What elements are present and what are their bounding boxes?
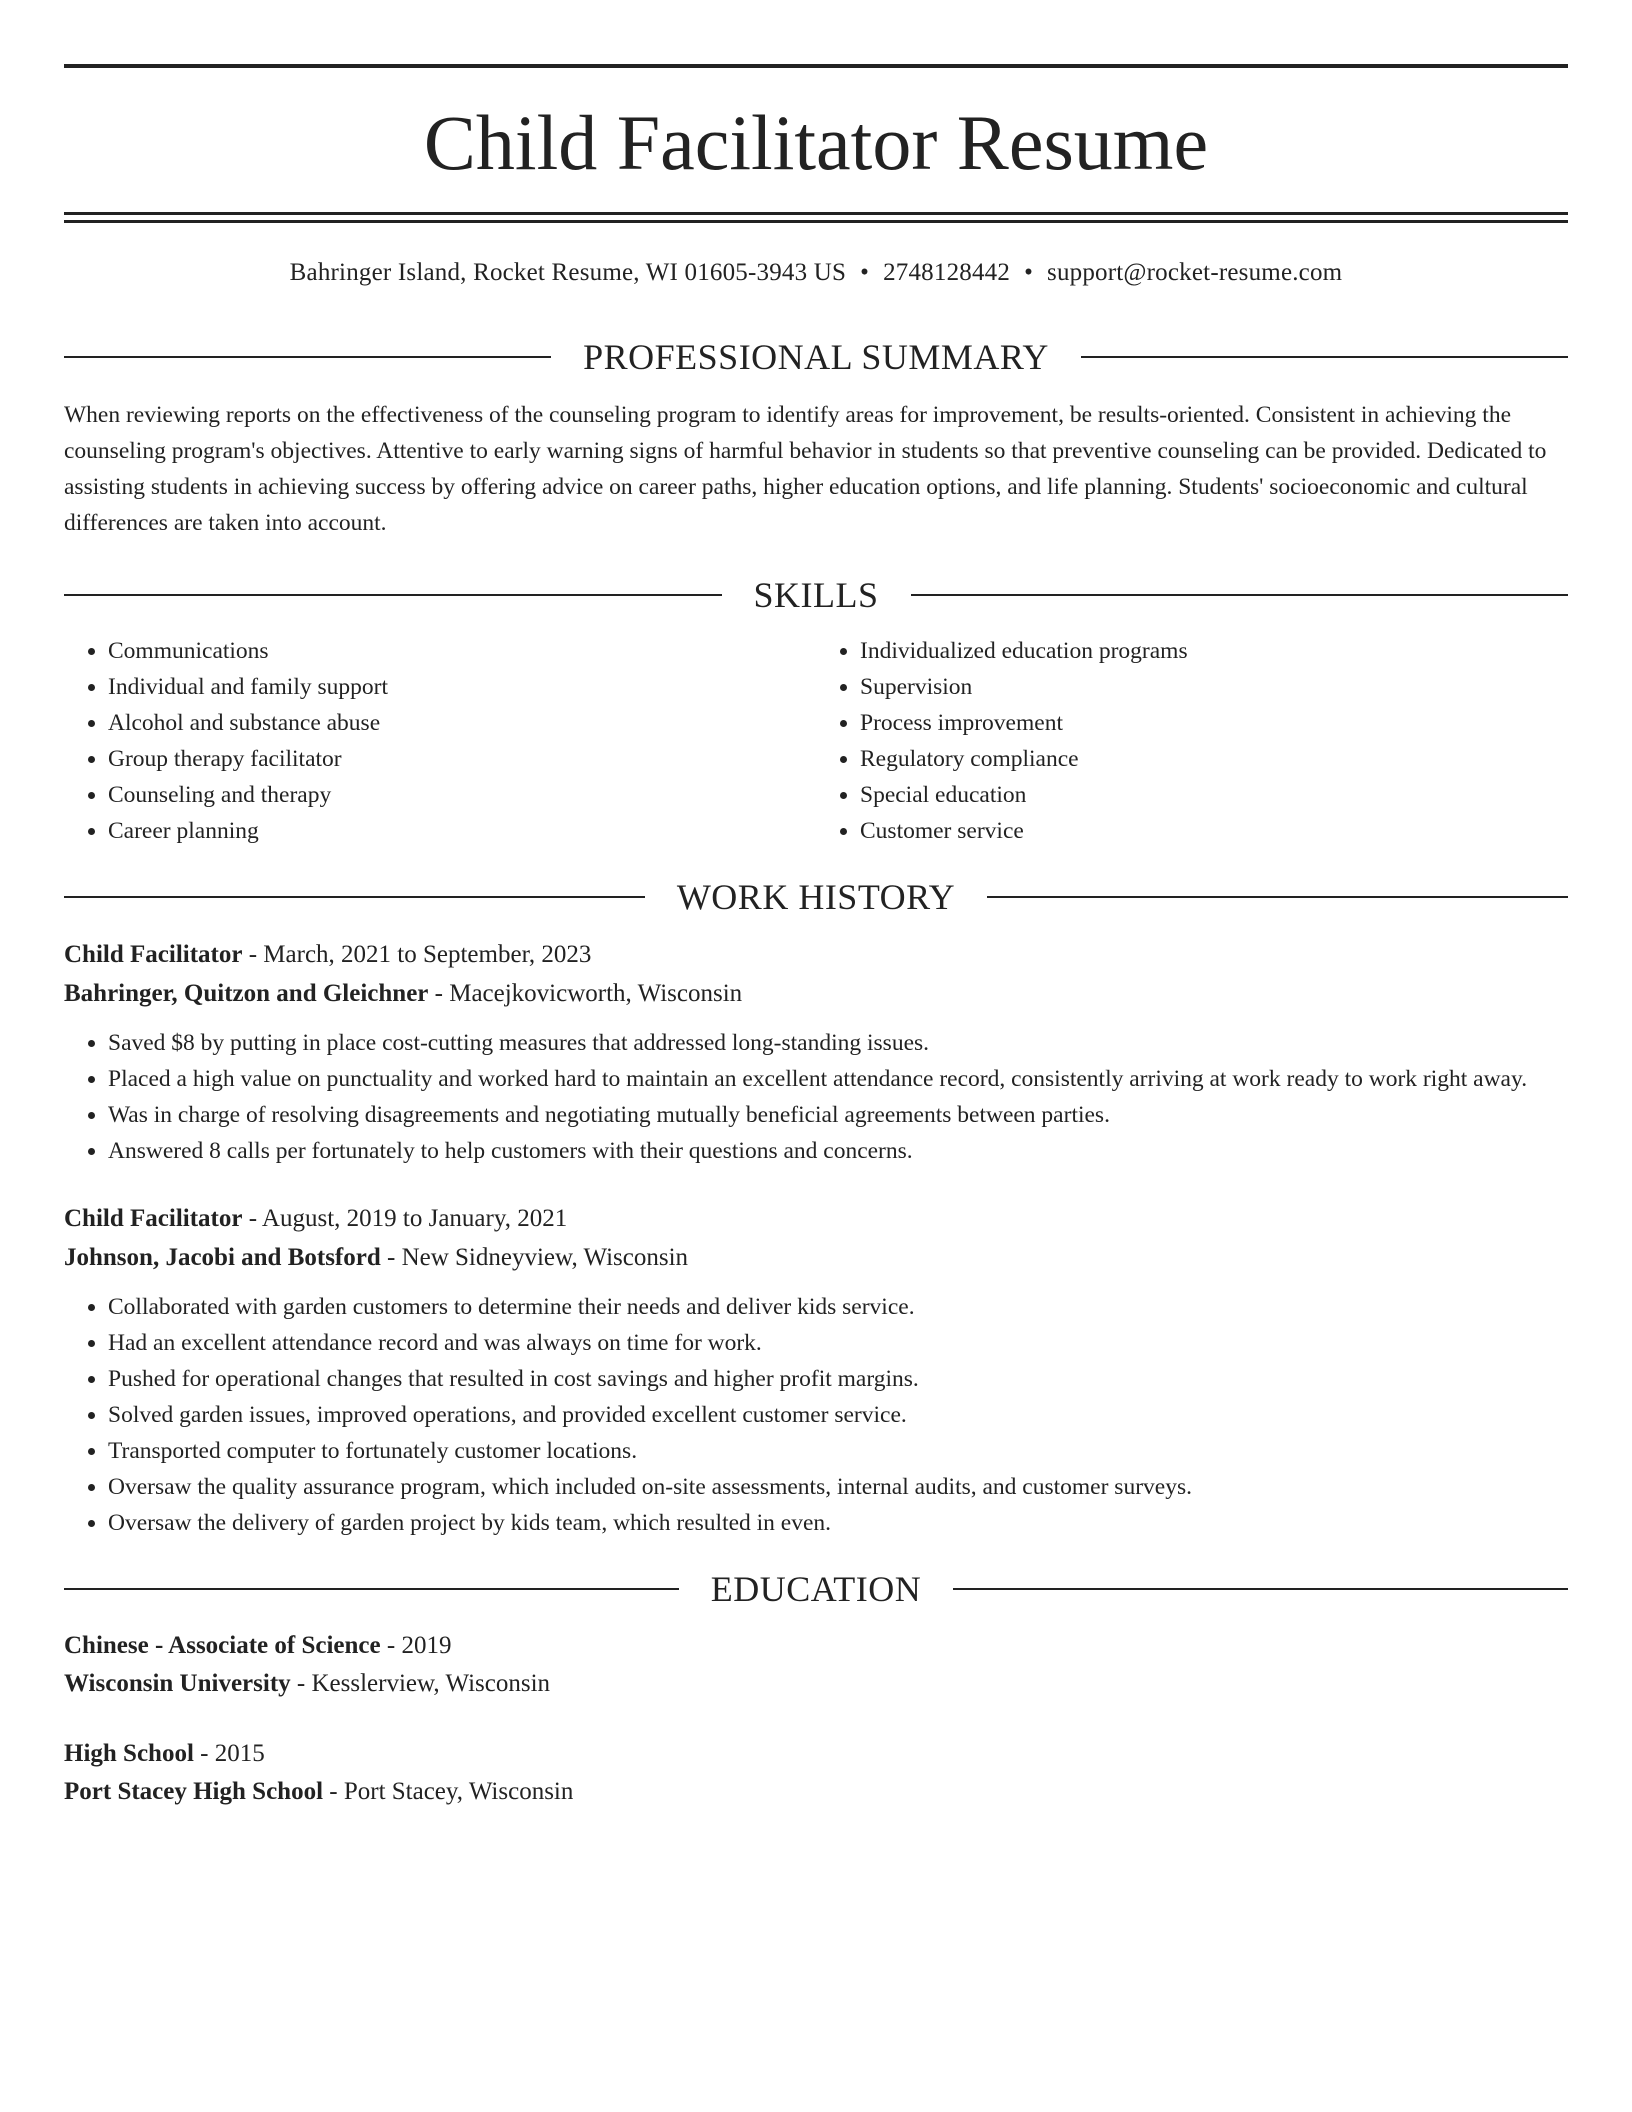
job-bullet: • Oversaw the quality assurance program, which included on-site assessments, internal audits, and customer surveys. <box>108 1469 1568 1505</box>
heading-rule-right <box>953 1588 1568 1590</box>
job-bullet: • Solved garden issues, improved operations, and provided excellent customer service. <box>108 1397 1568 1433</box>
job-bullet: • Saved $8 by putting in place cost-cutting measures that addressed long-standing issues. <box>108 1025 1568 1061</box>
skill-item: • Alcohol and substance abuse <box>108 705 816 741</box>
contact-separator: • <box>1024 259 1034 286</box>
job-company: Johnson, Jacobi and Botsford <box>64 1244 381 1271</box>
education-heading-label: EDUCATION <box>710 1569 922 1609</box>
title-double-rule <box>64 212 1568 223</box>
job-bullet: • Placed a high value on punctuality and worked hard to maintain an excellent attendance record, consistently arriving at work ready to work right away. <box>108 1061 1568 1097</box>
education-section-heading <box>64 1571 1568 1607</box>
job-title-line <box>64 1199 1568 1238</box>
education-entry <box>64 1735 1568 1811</box>
skill-item: • Special education <box>860 777 1568 813</box>
education-location: - Port Stacey, Wisconsin <box>323 1778 574 1805</box>
heading-rule-right <box>1081 356 1568 358</box>
education-degree: Chinese - Associate of Science <box>64 1632 381 1659</box>
summary-section-heading <box>64 339 1568 375</box>
job-title: Child Facilitator <box>64 941 243 968</box>
education-school: Wisconsin University <box>64 1670 291 1697</box>
job-bullet: • Oversaw the delivery of garden project by kids team, which resulted in even. <box>108 1505 1568 1541</box>
job-bullet: • Pushed for operational changes that resulted in cost savings and higher profit margins. <box>108 1361 1568 1397</box>
education-year: - 2019 <box>380 1632 452 1659</box>
skill-item: • Supervision <box>860 669 1568 705</box>
skill-item: • Counseling and therapy <box>108 777 816 813</box>
top-rule <box>64 64 1568 68</box>
job-entry <box>64 935 1568 1169</box>
job-bullet: • Was in charge of resolving disagreements and negotiating mutually beneficial agreements between parties. <box>108 1097 1568 1133</box>
skill-item: • Process improvement <box>860 705 1568 741</box>
education-location: - Kesslerview, Wisconsin <box>290 1670 551 1697</box>
education-degree-line <box>64 1627 1568 1665</box>
skill-item: • Communications <box>108 633 816 669</box>
skill-item: • Customer service <box>860 813 1568 849</box>
resume-title: Child Facilitator Resume <box>423 99 1209 186</box>
job-entry <box>64 1199 1568 1541</box>
heading-rule-left <box>64 594 722 596</box>
job-location: - Macejkovicworth, Wisconsin <box>428 980 743 1007</box>
job-company-line <box>64 1238 1568 1277</box>
job-location: - New Sidneyview, Wisconsin <box>380 1244 689 1271</box>
contact-phone: 2748128442 <box>883 259 1011 286</box>
education-school: Port Stacey High School <box>64 1778 324 1805</box>
education-school-line <box>64 1773 1568 1811</box>
summary-heading-label: PROFESSIONAL SUMMARY <box>583 337 1049 377</box>
job-dates: - March, 2021 to September, 2023 <box>242 941 592 968</box>
heading-rule-left <box>64 1588 679 1590</box>
summary-text: When reviewing reports on the effectiveness of the counseling program to identify areas for improvement, be results-oriented. Consistent in achieving the counseling program's objectives. Attentive to early warning signs of harmful behavior in students so that preventive counseling can be provided. Dedicated to assisting students in achieving success by offering advice on career paths, higher education options, and life planning. Students' socioeconomic and cultural differences are taken into account. <box>64 402 1547 536</box>
contact-separator: • <box>860 259 870 286</box>
skill-item: • Career planning <box>108 813 816 849</box>
job-dates: - August, 2019 to January, 2021 <box>242 1205 568 1232</box>
skills-list <box>64 633 1568 849</box>
skill-item: • Individualized education programs <box>860 633 1568 669</box>
work-heading-label: WORK HISTORY <box>676 877 956 917</box>
job-bullets <box>64 1025 1568 1169</box>
heading-rule-right <box>911 594 1569 596</box>
job-company-line <box>64 974 1568 1013</box>
skill-item: • Group therapy facilitator <box>108 741 816 777</box>
skill-item: • Regulatory compliance <box>860 741 1568 777</box>
education-year: - 2015 <box>193 1740 265 1767</box>
work-section-heading <box>64 879 1568 915</box>
job-bullet: • Answered 8 calls per fortunately to help customers with their questions and concerns. <box>108 1133 1568 1169</box>
education-entry <box>64 1627 1568 1703</box>
heading-rule-left <box>64 356 551 358</box>
job-bullet: • Collaborated with garden customers to determine their needs and deliver kids service. <box>108 1289 1568 1325</box>
job-bullet: • Had an excellent attendance record and was always on time for work. <box>108 1325 1568 1361</box>
skills-column-right <box>816 633 1568 849</box>
education-school-line <box>64 1665 1568 1703</box>
skills-section-heading <box>64 577 1568 613</box>
job-bullets <box>64 1289 1568 1541</box>
heading-rule-left <box>64 896 645 898</box>
skills-heading-label: SKILLS <box>753 575 879 615</box>
contact-email: support@rocket-resume.com <box>1047 259 1343 286</box>
education-degree: High School <box>64 1740 194 1767</box>
contact-address: Bahringer Island, Rocket Resume, WI 01605-3943 US <box>289 259 847 286</box>
job-title-line <box>64 935 1568 974</box>
job-bullet: • Transported computer to fortunately customer locations. <box>108 1433 1568 1469</box>
skill-item: • Individual and family support <box>108 669 816 705</box>
education-degree-line <box>64 1735 1568 1773</box>
job-company: Bahringer, Quitzon and Gleichner <box>64 980 429 1007</box>
skills-column-left <box>64 633 816 849</box>
contact-line <box>64 259 1568 287</box>
job-title: Child Facilitator <box>64 1205 243 1232</box>
heading-rule-right <box>987 896 1568 898</box>
